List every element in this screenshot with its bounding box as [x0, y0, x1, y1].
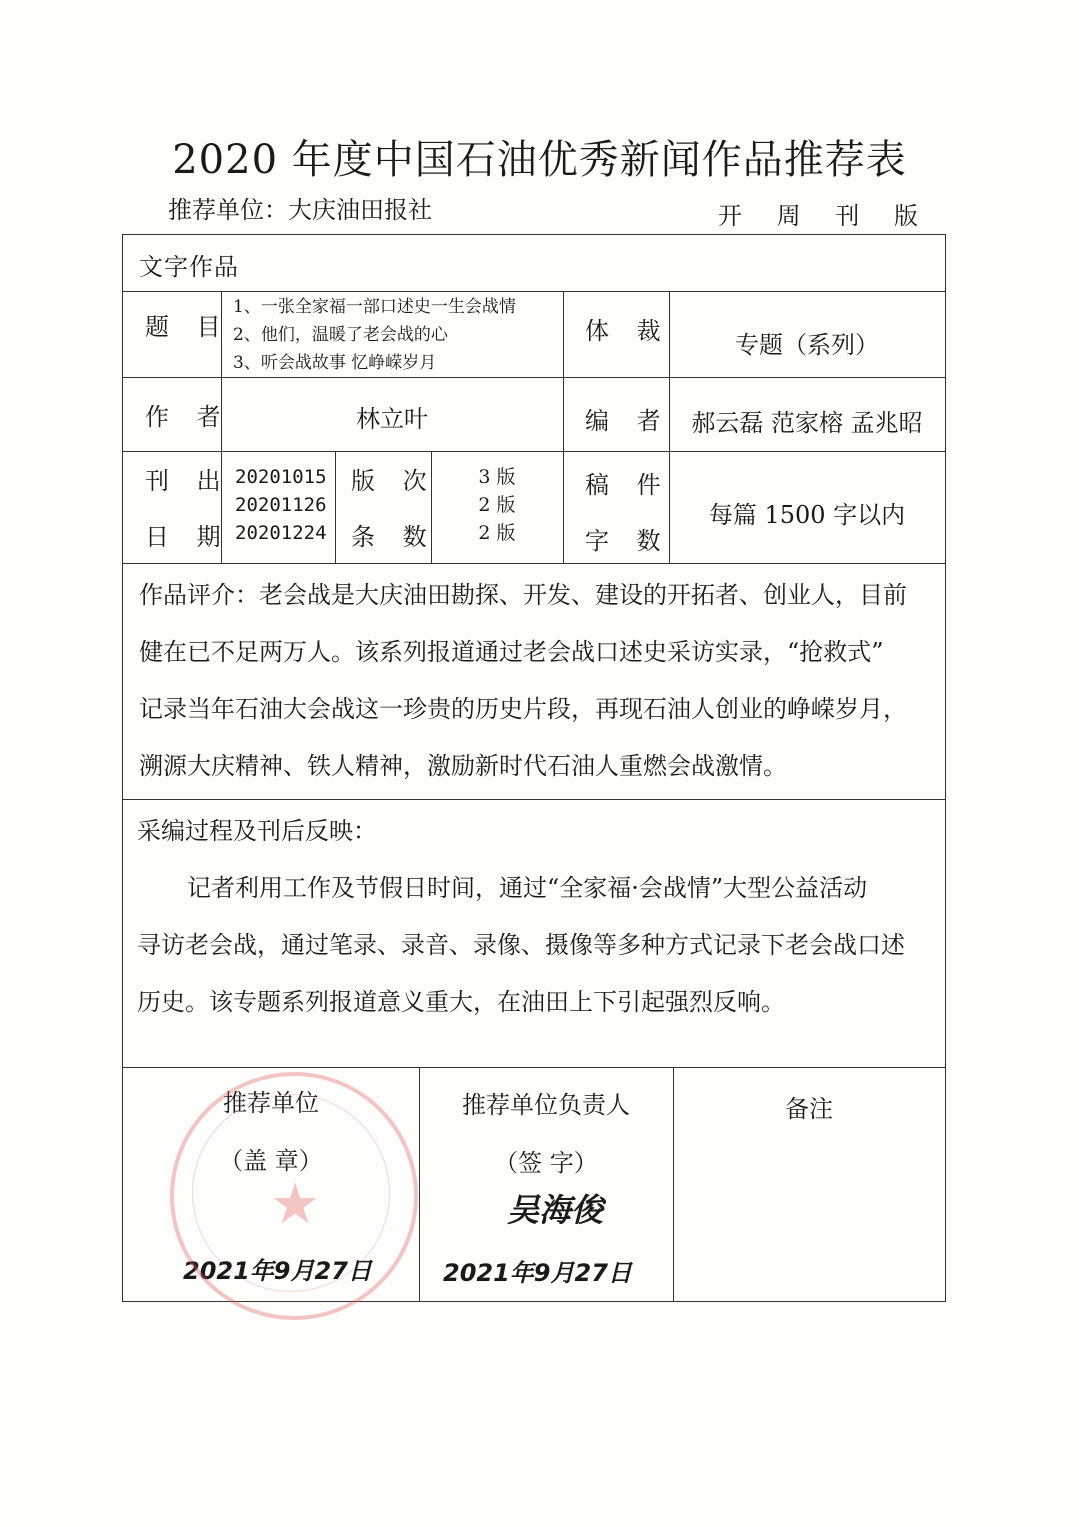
page-item: 2 版 [478, 522, 516, 544]
editor-label: 编 者 [585, 407, 671, 435]
subject-list [233, 293, 516, 377]
recommend-unit: 推荐单位：大庆油田报社 [168, 196, 432, 224]
process-line: 记者利用工作及节假日时间，通过“全家福·会战情”大型公益活动 [187, 874, 868, 902]
genre-value: 专题（系列） [735, 331, 879, 359]
person-sign: （签 字） [494, 1149, 598, 1177]
words-label: 字 数 [585, 527, 671, 555]
words-label: 稿 件 [585, 471, 671, 499]
process-line: 历史。该专题系列报道意义重大，在油田上下引起强烈反响。 [137, 988, 785, 1016]
date-item: 20201126 [235, 494, 327, 516]
official-seal [170, 1072, 418, 1320]
review-line: 记录当年石油大会战这一珍贵的历史片段，再现石油人创业的峥嵘岁月， [139, 695, 907, 723]
form-title: 2020 年度中国石油优秀新闻作品推荐表 [172, 137, 907, 183]
process-line: 寻访老会战，通过笔录、录音、录像、摄像等多种方式记录下老会战口述 [137, 931, 905, 959]
author-value: 林立叶 [356, 405, 428, 433]
subject-item: 2、他们，温暖了老会战的心 [233, 325, 448, 345]
word-count-value: 每篇 1500 字以内 [708, 501, 906, 529]
seal-star-icon: ★ [270, 1172, 321, 1237]
unit-date: 2021年9月27日 [183, 1257, 372, 1285]
subject-label: 题 目 [145, 313, 231, 341]
unit-seal: （盖 章） [219, 1147, 323, 1175]
review-line: 作品评介：老会战是大庆油田勘探、开发、建设的开拓者、创业人，目前 [139, 581, 907, 609]
edition-char: 刊 [835, 202, 860, 230]
review-line: 健在已不足两万人。该系列报道通过老会战口述史采访实录，“抢救式” [139, 638, 884, 666]
edition-char: 开 [718, 202, 742, 230]
page-item: 3 版 [478, 466, 516, 488]
process-heading: 采编过程及刊后反映： [137, 817, 377, 845]
signature: 吴海俊 [507, 1191, 604, 1229]
date-item: 20201015 [235, 466, 327, 488]
page-list [431, 463, 563, 547]
date-list [235, 463, 327, 547]
remark-label: 备注 [785, 1095, 833, 1123]
page-label: 版 次 [351, 467, 437, 495]
person-label: 推荐单位负责人 [462, 1091, 630, 1119]
edition-label [718, 196, 918, 231]
unit-label: 推荐单位 [223, 1089, 319, 1117]
pub-date-label: 刊 出 [145, 467, 231, 495]
pub-date-label: 日 期 [145, 523, 231, 551]
edition-char: 周 [776, 202, 801, 230]
subject-item: 1、一张全家福一部口述史一生会战情 [233, 297, 516, 317]
review-line: 溯源大庆精神、铁人精神，激励新时代石油人重燃会战激情。 [139, 752, 787, 780]
page-item: 2 版 [478, 494, 516, 516]
count-label: 条 数 [351, 523, 437, 551]
edition-char: 版 [893, 202, 918, 230]
editor-value: 郝云磊 范家榕 孟兆昭 [691, 409, 923, 437]
author-label: 作 者 [145, 403, 231, 431]
person-date: 2021年9月27日 [443, 1259, 632, 1287]
process-text [137, 803, 941, 1031]
genre-label: 体 裁 [585, 317, 671, 345]
review-text [139, 567, 939, 795]
date-item: 20201224 [235, 522, 327, 544]
category-label: 文字作品 [139, 253, 239, 281]
subject-item: 3、听会战故事 忆峥嵘岁月 [233, 353, 437, 373]
